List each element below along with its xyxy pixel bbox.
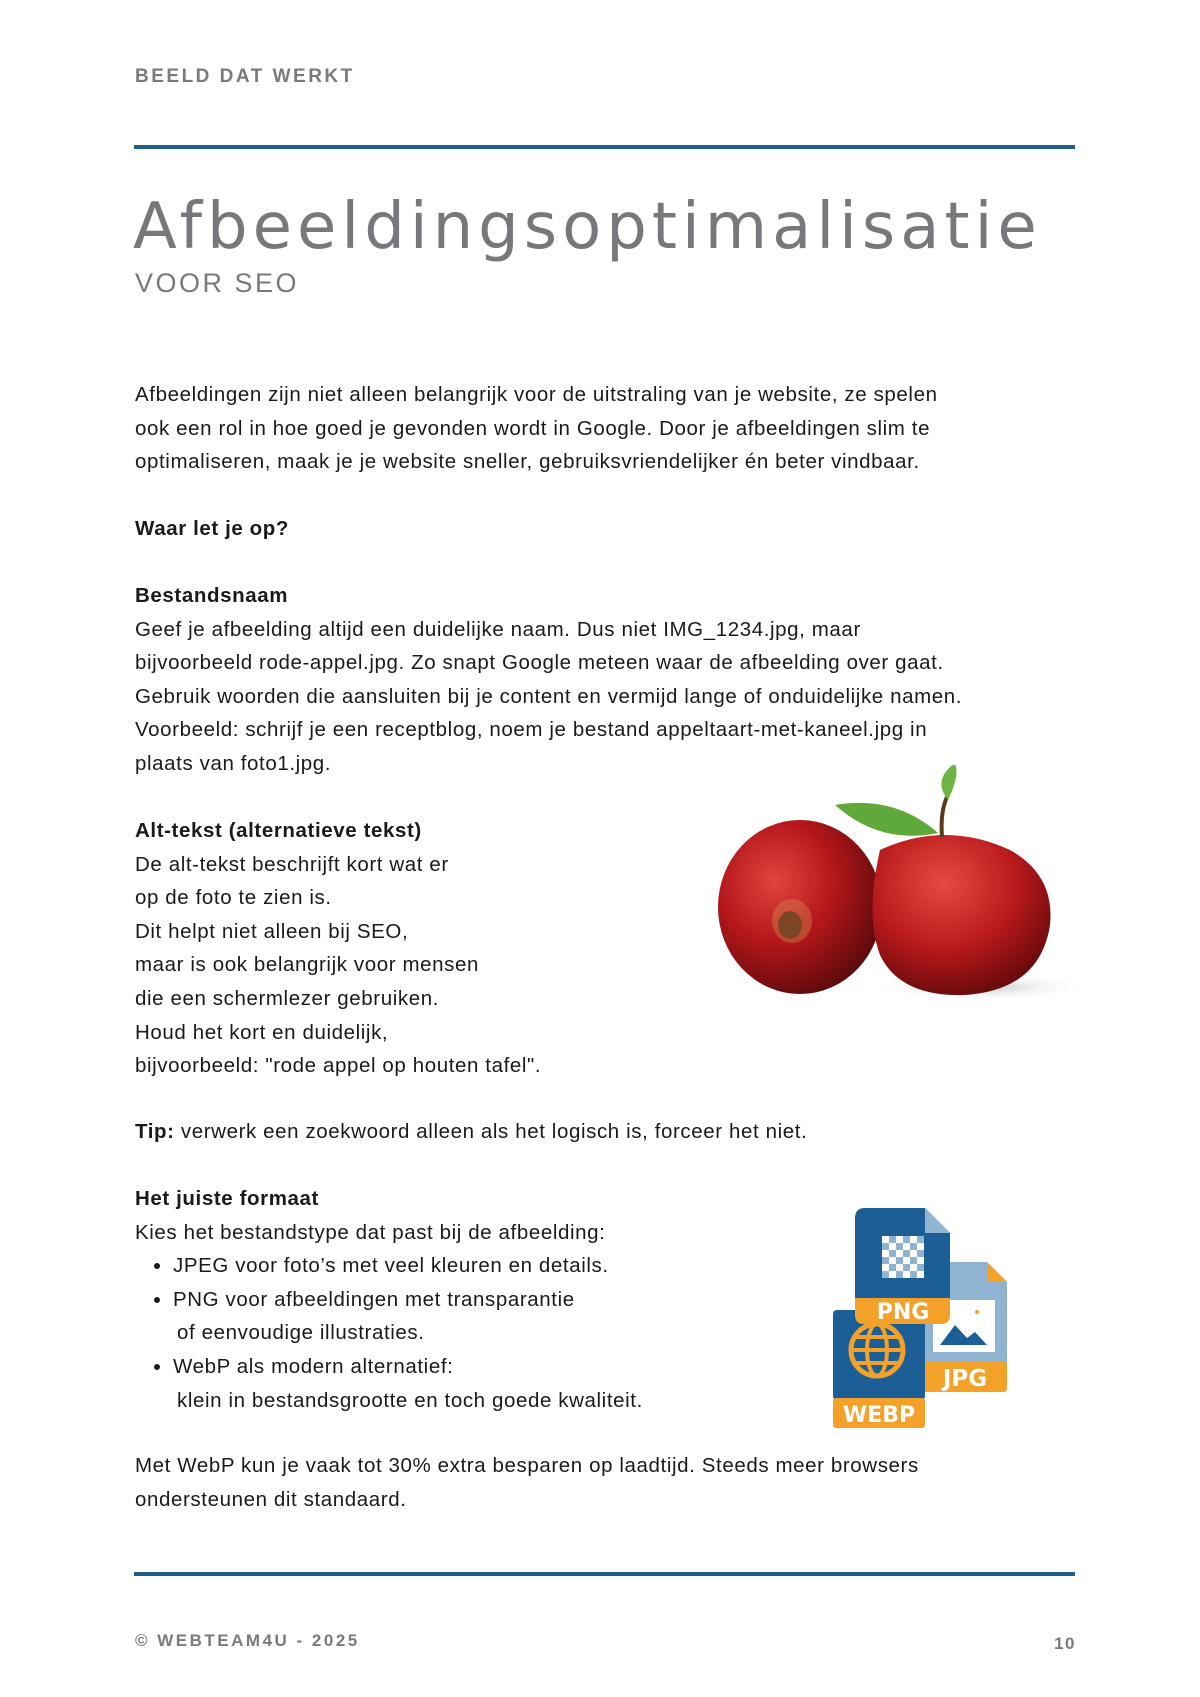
filename-section <box>135 579 962 781</box>
svg-text:PNG: PNG <box>876 1300 930 1325</box>
format-heading: Het juiste formaat <box>135 1187 319 1210</box>
closing-line: ondersteunen dit standaard. <box>135 1487 407 1511</box>
bottom-divider <box>134 1572 1075 1576</box>
tip-label: Tip: <box>135 1120 175 1143</box>
intro-line: ook een rol in hoe goed je gevonden wordt in Google. Door je afbeeldingen slim te <box>135 416 931 440</box>
footer-copyright: © WEBTEAM4U - 2025 <box>135 1631 360 1650</box>
alt-line: Dit helpt niet alleen bij SEO, <box>135 919 409 943</box>
filename-line: bijvoorbeeld rode-appel.jpg. Zo snapt Google meteen waar de afbeelding over gaat. <box>135 651 944 675</box>
red-apples-image <box>710 765 1090 1010</box>
png-file-icon <box>855 1208 950 1325</box>
tip-text: verwerk een zoekwoord alleen als het logisch is, forceer het niet. <box>174 1120 808 1143</box>
format-item-png: • PNG voor afbeeldingen met transparantie of eenvoudige illustraties. <box>173 1283 643 1350</box>
filename-line: Voorbeeld: schrijf je een receptblog, noem je bestand appeltaart-met-kaneel.jpg in <box>135 718 928 742</box>
webp-file-icon <box>833 1310 925 1428</box>
page-number: 10 <box>1054 1634 1076 1653</box>
alt-line: bijvoorbeeld: "rode appel op houten tafel". <box>135 1054 542 1078</box>
filename-line: Geef je afbeelding altijd een duidelijke naam. Dus niet IMG_1234.jpg, maar <box>135 617 861 641</box>
top-divider <box>134 145 1075 149</box>
intro-line: Afbeeldingen zijn niet alleen belangrijk voor de uitstraling van je website, ze spelen <box>135 383 938 406</box>
alt-line: De alt-tekst beschrijft kort wat er <box>135 852 449 876</box>
file-format-icons <box>825 1200 1015 1430</box>
filename-line: Gebruik woorden die aansluiten bij je content en vermijd lange of onduidelijke namen. <box>135 684 963 708</box>
intro-paragraph <box>135 378 938 479</box>
closing-paragraph <box>135 1449 919 1516</box>
filename-line: plaats van foto1.jpg. <box>135 751 332 775</box>
question-heading: Waar let je op? <box>135 517 290 540</box>
alt-line: maar is ook belangrijk voor mensen <box>135 953 479 977</box>
format-list <box>135 1249 643 1417</box>
closing-line: Met WebP kun je vaak tot 30% extra besparen op laadtijd. Steeds meer browsers <box>135 1454 919 1477</box>
alt-line: op de foto te zien is. <box>135 886 332 910</box>
format-intro: Kies het bestandstype dat past bij de afbeelding: <box>135 1220 606 1244</box>
svg-text:WEBP: WEBP <box>842 1403 916 1428</box>
format-section <box>135 1182 643 1417</box>
alt-heading: Alt-tekst (alternatieve tekst) <box>135 819 422 842</box>
filename-heading: Bestandsnaam <box>135 584 289 607</box>
tip-paragraph <box>135 1115 807 1149</box>
svg-text:JPG: JPG <box>942 1366 988 1392</box>
intro-line: optimaliseren, maak je je website sneller, gebruiksvriendelijker én beter vindbaar. <box>135 450 920 474</box>
section-kicker: BEELD DAT WERKT <box>135 66 355 87</box>
format-item-webp: • WebP als modern alternatief: klein in bestandsgrootte en toch goede kwaliteit. <box>173 1350 643 1417</box>
alt-section <box>135 814 541 1083</box>
page-title: Afbeeldingsoptimalisatie <box>133 190 1042 264</box>
alt-line: die een schermlezer gebruiken. <box>135 986 440 1010</box>
format-item-jpeg: • JPEG voor foto’s met veel kleuren en details. <box>173 1249 643 1283</box>
page-subtitle: VOOR SEO <box>135 268 300 298</box>
alt-line: Houd het kort en duidelijk, <box>135 1020 389 1044</box>
